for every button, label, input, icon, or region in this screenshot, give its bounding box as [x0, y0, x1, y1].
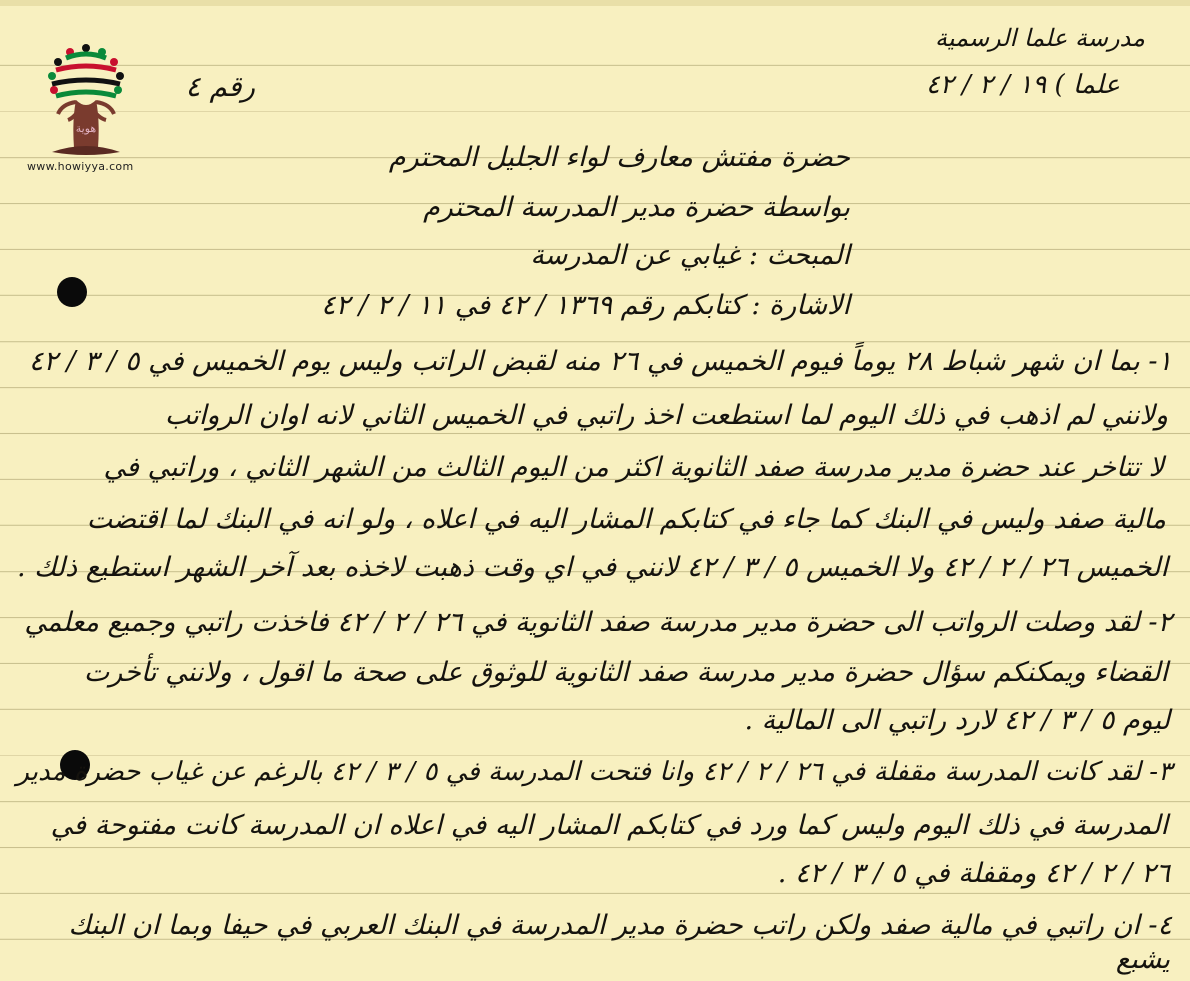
body-line: ٢٦ / ٢ / ٤٢ ومقفلة في ٥ / ٣ / ٤٢ . [777, 858, 1170, 889]
body-line: ١- بما ان شهر شباط ٢٨ يوماً فيوم الخميس في ٢٦ منه لقبض الراتب وليس يوم الخميس في ٥ / ٣ / ٤٢ [28, 346, 1172, 377]
svg-text:هوية: هوية [75, 122, 97, 135]
punch-hole [57, 277, 87, 307]
body-line: ٣- لقد كانت المدرسة مقفلة في ٢٦ / ٢ / ٤٢ وانا فتحت المدرسة في ٥ / ٣ / ٤٢ بالرغم عن غياب حضرة مدير [16, 757, 1172, 787]
body-line: مالية صفد وليس في البنك كما جاء في كتابكم المشار اليه في اعلاه ، ولو انه في البنك لما اقتضت [86, 504, 1166, 535]
body-line: ولانني لم اذهب في ذلك اليوم لما استطعت اخذ راتبي في الخميس الثاني لانه اوان الرواتب [164, 400, 1168, 431]
body-line: يشبع [1115, 944, 1170, 975]
body-line: القضاء ويمكنكم سؤال حضرة مدير مدرسة صفد الثانوية للوثوق على صحة ما اقول ، ولانني تأخرت [83, 657, 1168, 688]
body-line: الخميس ٢٦ / ٢ / ٤٢ ولا الخميس ٥ / ٣ / ٤٢ لانني في اي وقت ذهبت لاخذه بعد آخر الشهر استطيع ذلك . [17, 552, 1168, 583]
reference-line: الاشارة : كتابكم رقم ١٣٦٩ / ٤٢ في ١١ / ٢ / ٤٢ [321, 290, 850, 321]
recipient-line: حضرة مفتش معارف لواء الجليل المحترم [388, 142, 850, 173]
letter-number: رقم ٤ [185, 70, 255, 103]
body-line: ٢- لقد وصلت الرواتب الى حضرة مدير مدرسة صفد الثانوية في ٢٦ / ٢ / ٤٢ فاخذت راتبي وجميع معلمي [24, 607, 1172, 638]
school-name: مدرسة علما الرسمية [934, 24, 1145, 52]
body-line: المدرسة في ذلك اليوم وليس كما ورد في كتابكم المشار اليه في اعلاه ان المدرسة كانت مفتوحة في [50, 810, 1168, 841]
subject-line: المبحث : غيابي عن المدرسة [530, 240, 850, 271]
letter-reference: علما ) ١٩ / ٢ / ٤٢ [925, 70, 1120, 100]
tree-logo-icon [22, 40, 150, 180]
watermark-url: www.howiyya.com [27, 160, 134, 173]
body-line: لا تتاخر عند حضرة مدير مدرسة صفد الثانوية اكثر من اليوم الثالث من الشهر الثاني ، وراتبي في [103, 452, 1164, 483]
body-line: ليوم ٥ / ٣ / ٤٢ لارد راتبي الى المالية . [744, 705, 1170, 736]
via-line: بواسطة حضرة مدير المدرسة المحترم [423, 192, 850, 223]
paper-top-edge [0, 0, 1190, 6]
body-line: ٤- ان راتبي في مالية صفد ولكن راتب حضرة مدير المدرسة في البنك العربي في حيفا وبما ان البنك [68, 910, 1172, 941]
